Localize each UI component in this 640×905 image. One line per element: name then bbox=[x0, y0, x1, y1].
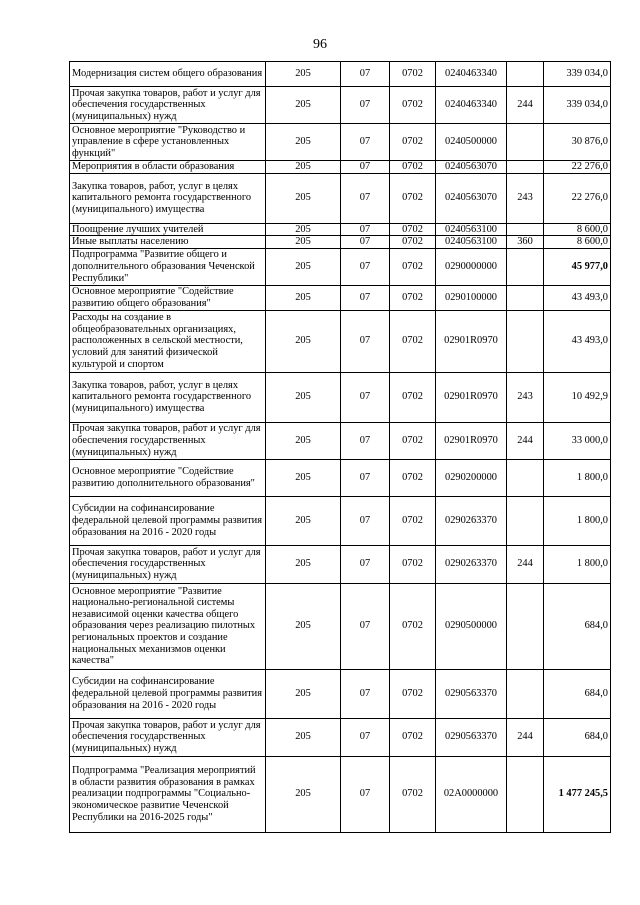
expense-type-code-cell bbox=[507, 496, 544, 545]
target-article-code-cell: 0290263370 bbox=[436, 496, 507, 545]
table-row bbox=[70, 718, 611, 756]
target-article-code-cell: 0290100000 bbox=[436, 285, 507, 310]
dept-code-cell: 205 bbox=[266, 62, 341, 87]
section-code-cell: 07 bbox=[341, 161, 390, 174]
subsection-code-cell: 0702 bbox=[390, 583, 436, 669]
amount-cell: 43 493,0 bbox=[544, 310, 611, 372]
expense-type-code-cell: 243 bbox=[507, 173, 544, 223]
expense-type-code-cell bbox=[507, 62, 544, 87]
amount-cell: 30 876,0 bbox=[544, 124, 611, 161]
section-code-cell: 07 bbox=[341, 718, 390, 756]
section-code-cell: 07 bbox=[341, 173, 390, 223]
section-code-cell: 07 bbox=[341, 583, 390, 669]
section-code-cell: 07 bbox=[341, 756, 390, 832]
table-row bbox=[70, 422, 611, 459]
amount-cell: 1 800,0 bbox=[544, 545, 611, 583]
dept-code-cell: 205 bbox=[266, 124, 341, 161]
row-name-cell: Подпрограмма "Реализация мероприятий в области развития образования в рамках реализации подпрограммы "Социально-экономическое развитие Чеченской Республики на 2016-2025 годы" bbox=[70, 756, 266, 832]
target-article-code-cell: 0290500000 bbox=[436, 583, 507, 669]
amount-cell: 10 492,9 bbox=[544, 372, 611, 422]
expense-type-code-cell bbox=[507, 248, 544, 285]
section-code-cell: 07 bbox=[341, 545, 390, 583]
amount-cell: 45 977,0 bbox=[544, 248, 611, 285]
amount-cell: 684,0 bbox=[544, 718, 611, 756]
section-code-cell: 07 bbox=[341, 87, 390, 124]
row-name-cell: Закупка товаров, работ, услуг в целях капитального ремонта государственного (муниципального) имущества bbox=[70, 173, 266, 223]
section-code-cell: 07 bbox=[341, 422, 390, 459]
subsection-code-cell: 0702 bbox=[390, 756, 436, 832]
dept-code-cell: 205 bbox=[266, 545, 341, 583]
row-name-cell: Субсидии на софинансирование федеральной целевой программы развития образования на 2016 - 2020 годы bbox=[70, 669, 266, 718]
target-article-code-cell: 0240563100 bbox=[436, 236, 507, 249]
section-code-cell: 07 bbox=[341, 236, 390, 249]
expense-type-code-cell: 244 bbox=[507, 422, 544, 459]
budget-table-body bbox=[70, 62, 611, 833]
dept-code-cell: 205 bbox=[266, 422, 341, 459]
amount-cell: 8 600,0 bbox=[544, 223, 611, 236]
expense-type-code-cell bbox=[507, 124, 544, 161]
subsection-code-cell: 0702 bbox=[390, 87, 436, 124]
target-article-code-cell: 0290563370 bbox=[436, 669, 507, 718]
subsection-code-cell: 0702 bbox=[390, 669, 436, 718]
target-article-code-cell: 0240463340 bbox=[436, 62, 507, 87]
expense-type-code-cell: 244 bbox=[507, 87, 544, 124]
dept-code-cell: 205 bbox=[266, 496, 341, 545]
amount-cell: 684,0 bbox=[544, 583, 611, 669]
dept-code-cell: 205 bbox=[266, 223, 341, 236]
subsection-code-cell: 0702 bbox=[390, 62, 436, 87]
amount-cell: 43 493,0 bbox=[544, 285, 611, 310]
row-name-cell: Прочая закупка товаров, работ и услуг для обеспечения государственных (муниципальных) нужд bbox=[70, 545, 266, 583]
row-name-cell: Прочая закупка товаров, работ и услуг для обеспечения государственных (муниципальных) нужд bbox=[70, 87, 266, 124]
table-row bbox=[70, 372, 611, 422]
amount-cell: 33 000,0 bbox=[544, 422, 611, 459]
target-article-code-cell: 02А0000000 bbox=[436, 756, 507, 832]
target-article-code-cell: 0240563070 bbox=[436, 173, 507, 223]
dept-code-cell: 205 bbox=[266, 756, 341, 832]
dept-code-cell: 205 bbox=[266, 372, 341, 422]
section-code-cell: 07 bbox=[341, 669, 390, 718]
table-row bbox=[70, 310, 611, 372]
amount-cell: 22 276,0 bbox=[544, 161, 611, 174]
row-name-cell: Прочая закупка товаров, работ и услуг для обеспечения государственных (муниципальных) нужд bbox=[70, 422, 266, 459]
section-code-cell: 07 bbox=[341, 372, 390, 422]
expense-type-code-cell bbox=[507, 669, 544, 718]
expense-type-code-cell bbox=[507, 223, 544, 236]
amount-cell: 22 276,0 bbox=[544, 173, 611, 223]
subsection-code-cell: 0702 bbox=[390, 310, 436, 372]
expense-type-code-cell bbox=[507, 756, 544, 832]
budget-table bbox=[69, 61, 611, 833]
subsection-code-cell: 0702 bbox=[390, 161, 436, 174]
row-name-cell: Основное мероприятие "Содействие развитию дополнительного образования" bbox=[70, 459, 266, 496]
subsection-code-cell: 0702 bbox=[390, 236, 436, 249]
table-row bbox=[70, 756, 611, 832]
row-name-cell: Мероприятия в области образования bbox=[70, 161, 266, 174]
target-article-code-cell: 02901R0970 bbox=[436, 372, 507, 422]
table-row bbox=[70, 545, 611, 583]
row-name-cell: Основное мероприятие "Содействие развитию общего образования" bbox=[70, 285, 266, 310]
row-name-cell: Основное мероприятие "Руководство и управление в сфере установленных функций" bbox=[70, 124, 266, 161]
row-name-cell: Модернизация систем общего образования bbox=[70, 62, 266, 87]
table-row bbox=[70, 583, 611, 669]
table-row bbox=[70, 62, 611, 87]
dept-code-cell: 205 bbox=[266, 87, 341, 124]
table-row bbox=[70, 496, 611, 545]
subsection-code-cell: 0702 bbox=[390, 173, 436, 223]
section-code-cell: 07 bbox=[341, 62, 390, 87]
subsection-code-cell: 0702 bbox=[390, 124, 436, 161]
subsection-code-cell: 0702 bbox=[390, 248, 436, 285]
section-code-cell: 07 bbox=[341, 223, 390, 236]
row-name-cell: Поощрение лучших учителей bbox=[70, 223, 266, 236]
table-row bbox=[70, 124, 611, 161]
expense-type-code-cell bbox=[507, 161, 544, 174]
section-code-cell: 07 bbox=[341, 248, 390, 285]
target-article-code-cell: 0290000000 bbox=[436, 248, 507, 285]
subsection-code-cell: 0702 bbox=[390, 372, 436, 422]
section-code-cell: 07 bbox=[341, 285, 390, 310]
subsection-code-cell: 0702 bbox=[390, 422, 436, 459]
amount-cell: 1 800,0 bbox=[544, 459, 611, 496]
dept-code-cell: 205 bbox=[266, 248, 341, 285]
dept-code-cell: 205 bbox=[266, 285, 341, 310]
subsection-code-cell: 0702 bbox=[390, 496, 436, 545]
target-article-code-cell: 0240500000 bbox=[436, 124, 507, 161]
amount-cell: 1 477 245,5 bbox=[544, 756, 611, 832]
subsection-code-cell: 0702 bbox=[390, 718, 436, 756]
table-row bbox=[70, 459, 611, 496]
row-name-cell: Прочая закупка товаров, работ и услуг для обеспечения государственных (муниципальных) нужд bbox=[70, 718, 266, 756]
table-row bbox=[70, 285, 611, 310]
row-name-cell: Иные выплаты населению bbox=[70, 236, 266, 249]
table-row bbox=[70, 236, 611, 249]
expense-type-code-cell: 360 bbox=[507, 236, 544, 249]
amount-cell: 8 600,0 bbox=[544, 236, 611, 249]
table-row bbox=[70, 173, 611, 223]
target-article-code-cell: 0240563070 bbox=[436, 161, 507, 174]
expense-type-code-cell bbox=[507, 285, 544, 310]
subsection-code-cell: 0702 bbox=[390, 285, 436, 310]
table-row bbox=[70, 223, 611, 236]
dept-code-cell: 205 bbox=[266, 583, 341, 669]
row-name-cell: Основное мероприятие "Развитие национально-региональной системы независимой оценки качества общего образования через реализацию пилотных региональных проектов и создание национальных механизмов оценки качества" bbox=[70, 583, 266, 669]
row-name-cell: Закупка товаров, работ, услуг в целях капитального ремонта государственного (муниципального) имущества bbox=[70, 372, 266, 422]
target-article-code-cell: 02901R0970 bbox=[436, 310, 507, 372]
dept-code-cell: 205 bbox=[266, 161, 341, 174]
expense-type-code-cell bbox=[507, 310, 544, 372]
target-article-code-cell: 0240563100 bbox=[436, 223, 507, 236]
target-article-code-cell: 0290200000 bbox=[436, 459, 507, 496]
amount-cell: 339 034,0 bbox=[544, 87, 611, 124]
expense-type-code-cell: 244 bbox=[507, 718, 544, 756]
target-article-code-cell: 0240463340 bbox=[436, 87, 507, 124]
expense-type-code-cell: 244 bbox=[507, 545, 544, 583]
amount-cell: 1 800,0 bbox=[544, 496, 611, 545]
table-row bbox=[70, 161, 611, 174]
dept-code-cell: 205 bbox=[266, 173, 341, 223]
dept-code-cell: 205 bbox=[266, 669, 341, 718]
expense-type-code-cell bbox=[507, 583, 544, 669]
target-article-code-cell: 02901R0970 bbox=[436, 422, 507, 459]
table-row bbox=[70, 669, 611, 718]
subsection-code-cell: 0702 bbox=[390, 459, 436, 496]
section-code-cell: 07 bbox=[341, 496, 390, 545]
expense-type-code-cell bbox=[507, 459, 544, 496]
table-row bbox=[70, 248, 611, 285]
amount-cell: 684,0 bbox=[544, 669, 611, 718]
target-article-code-cell: 0290263370 bbox=[436, 545, 507, 583]
row-name-cell: Расходы на создание в общеобразовательных организациях, расположенных в сельской местности, условий для занятий физической культурой и спортом bbox=[70, 310, 266, 372]
dept-code-cell: 205 bbox=[266, 718, 341, 756]
row-name-cell: Подпрограмма "Развитие общего и дополнительного образования Чеченской Республики" bbox=[70, 248, 266, 285]
dept-code-cell: 205 bbox=[266, 310, 341, 372]
target-article-code-cell: 0290563370 bbox=[436, 718, 507, 756]
expense-type-code-cell: 243 bbox=[507, 372, 544, 422]
table-row bbox=[70, 87, 611, 124]
section-code-cell: 07 bbox=[341, 124, 390, 161]
dept-code-cell: 205 bbox=[266, 459, 341, 496]
row-name-cell: Субсидии на софинансирование федеральной целевой программы развития образования на 2016 - 2020 годы bbox=[70, 496, 266, 545]
page-number: 96 bbox=[313, 37, 327, 52]
dept-code-cell: 205 bbox=[266, 236, 341, 249]
section-code-cell: 07 bbox=[341, 310, 390, 372]
amount-cell: 339 034,0 bbox=[544, 62, 611, 87]
section-code-cell: 07 bbox=[341, 459, 390, 496]
subsection-code-cell: 0702 bbox=[390, 223, 436, 236]
subsection-code-cell: 0702 bbox=[390, 545, 436, 583]
